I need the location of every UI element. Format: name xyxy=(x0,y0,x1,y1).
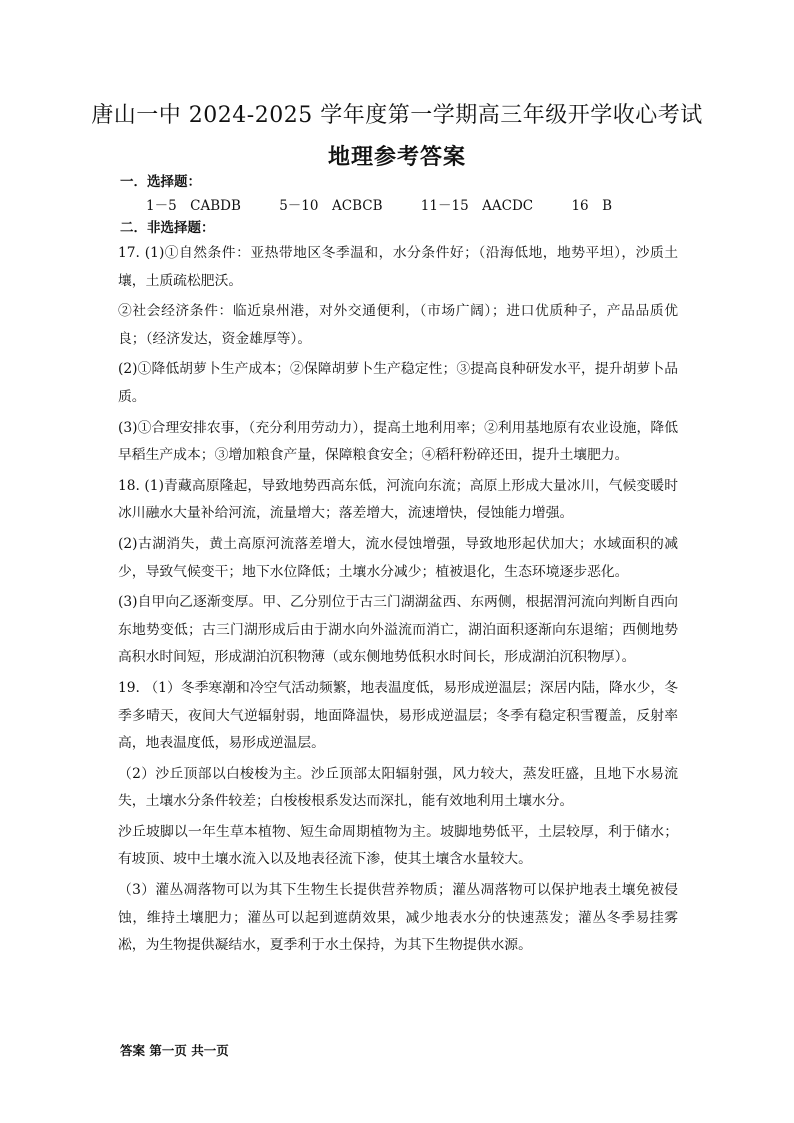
multiple-choice-answers xyxy=(146,194,612,214)
answer-group: 11－15 AACDC xyxy=(420,198,534,214)
answer-group: 5－10 ACBCB xyxy=(279,198,383,214)
answer-group: 1－5 CABDB xyxy=(146,198,241,214)
answer-paragraph: 沙丘坡脚以一年生草本植物、短生命周期植物为主。坡脚地势低平，土层较厚，利于储水；有坡顶、坡中土壤水流入以及地表径流下渗，使其土壤含水量较大。 xyxy=(118,823,678,868)
answer-paragraph: (2)①降低胡萝卜生产成本；②保障胡萝卜生产稳定性；③提高良种研发水平，提升胡萝卜品质。 xyxy=(118,361,678,405)
answer-paragraph: 19. （1）冬季寒潮和冷空气活动频繁，地表温度低，易形成逆温层；深居内陆，降水少，冬季多晴天，夜间大气逆辐射弱，地面降温快，易形成逆温层；冬季有稳定积雪覆盖，反射率高，地表温度低，易形成逆温层。 xyxy=(118,679,678,752)
answer-group: 16 B xyxy=(571,198,613,214)
answer-paragraph: （2）沙丘顶部以白梭梭为主。沙丘顶部太阳辐射强，风力较大，蒸发旺盛，且地下水易流失，土壤水分条件较差；白梭梭根系发达而深扎，能有效地利用土壤水分。 xyxy=(118,765,678,810)
answer-paragraph: 18. (1)青藏高原隆起，导致地势西高东低，河流向东流；高原上形成大量冰川，气候变暖时冰川融水大量补给河流，流量增大；落差增大，流速增快，侵蚀能力增强。 xyxy=(118,477,678,522)
answer-content xyxy=(118,240,678,963)
answer-paragraph: 17. (1)①自然条件：亚热带地区冬季温和，水分条件好；（沿海低地，地势平坦），沙质土壤，土质疏松肥沃。 xyxy=(118,245,678,289)
answer-paragraph: (3)①合理安排农事，（充分利用劳动力），提高土地利用率；②利用基地原有农业设施，降低早稻生产成本；③增加粮食产量，保障粮食安全；④稻秆粉碎还田，提升土壤肥力。 xyxy=(118,419,678,464)
answer-paragraph: ②社会经济条件：临近泉州港，对外交通便利，（市场广阔）；进口优质种子，产品品质优良；（经济发达，资金雄厚等）。 xyxy=(118,303,678,347)
answer-paragraph: (3)自甲向乙逐渐变厚。甲、乙分别位于古三门湖湖盆西、东两侧，根据渭河流向判断自西向东地势变低；古三门湖形成后由于湖水向外溢流而消亡，湖泊面积逐渐向东退缩；西侧地势高积水时间短，形成湖泊沉积物薄（或东侧地势低积水时间长，形成湖泊沉积物厚）。 xyxy=(118,594,678,666)
section-heading-multiple-choice: 一．选择题： xyxy=(120,174,201,190)
answer-paragraph: (2)古湖消失，黄土高原河流落差增大，流水侵蚀增强，导致地形起伏加大；水域面积的减少，导致气候变干；地下水位降低；土壤水分减少；植被退化，生态环境逐步恶化。 xyxy=(118,535,678,580)
answer-paragraph: （3）灌丛凋落物可以为其下生物生长提供营养物质；灌丛凋落物可以保护地表土壤免被侵蚀，维持土壤肥力；灌丛可以起到遮荫效果，减少地表水分的快速蒸发；灌丛冬季易挂雾凇，为生物提供凝结水，夏季利于水土保持，为其下生物提供水源。 xyxy=(118,882,678,954)
page-subtitle: 地理参考答案 xyxy=(327,144,466,170)
section-heading-non-choice: 二．非选择题： xyxy=(120,220,215,236)
page-footer: 答案 第一页 共一页 xyxy=(120,1043,229,1058)
page-title: 唐山一中 2024-2025 学年度第一学期高三年级开学收心考试 xyxy=(91,103,703,128)
